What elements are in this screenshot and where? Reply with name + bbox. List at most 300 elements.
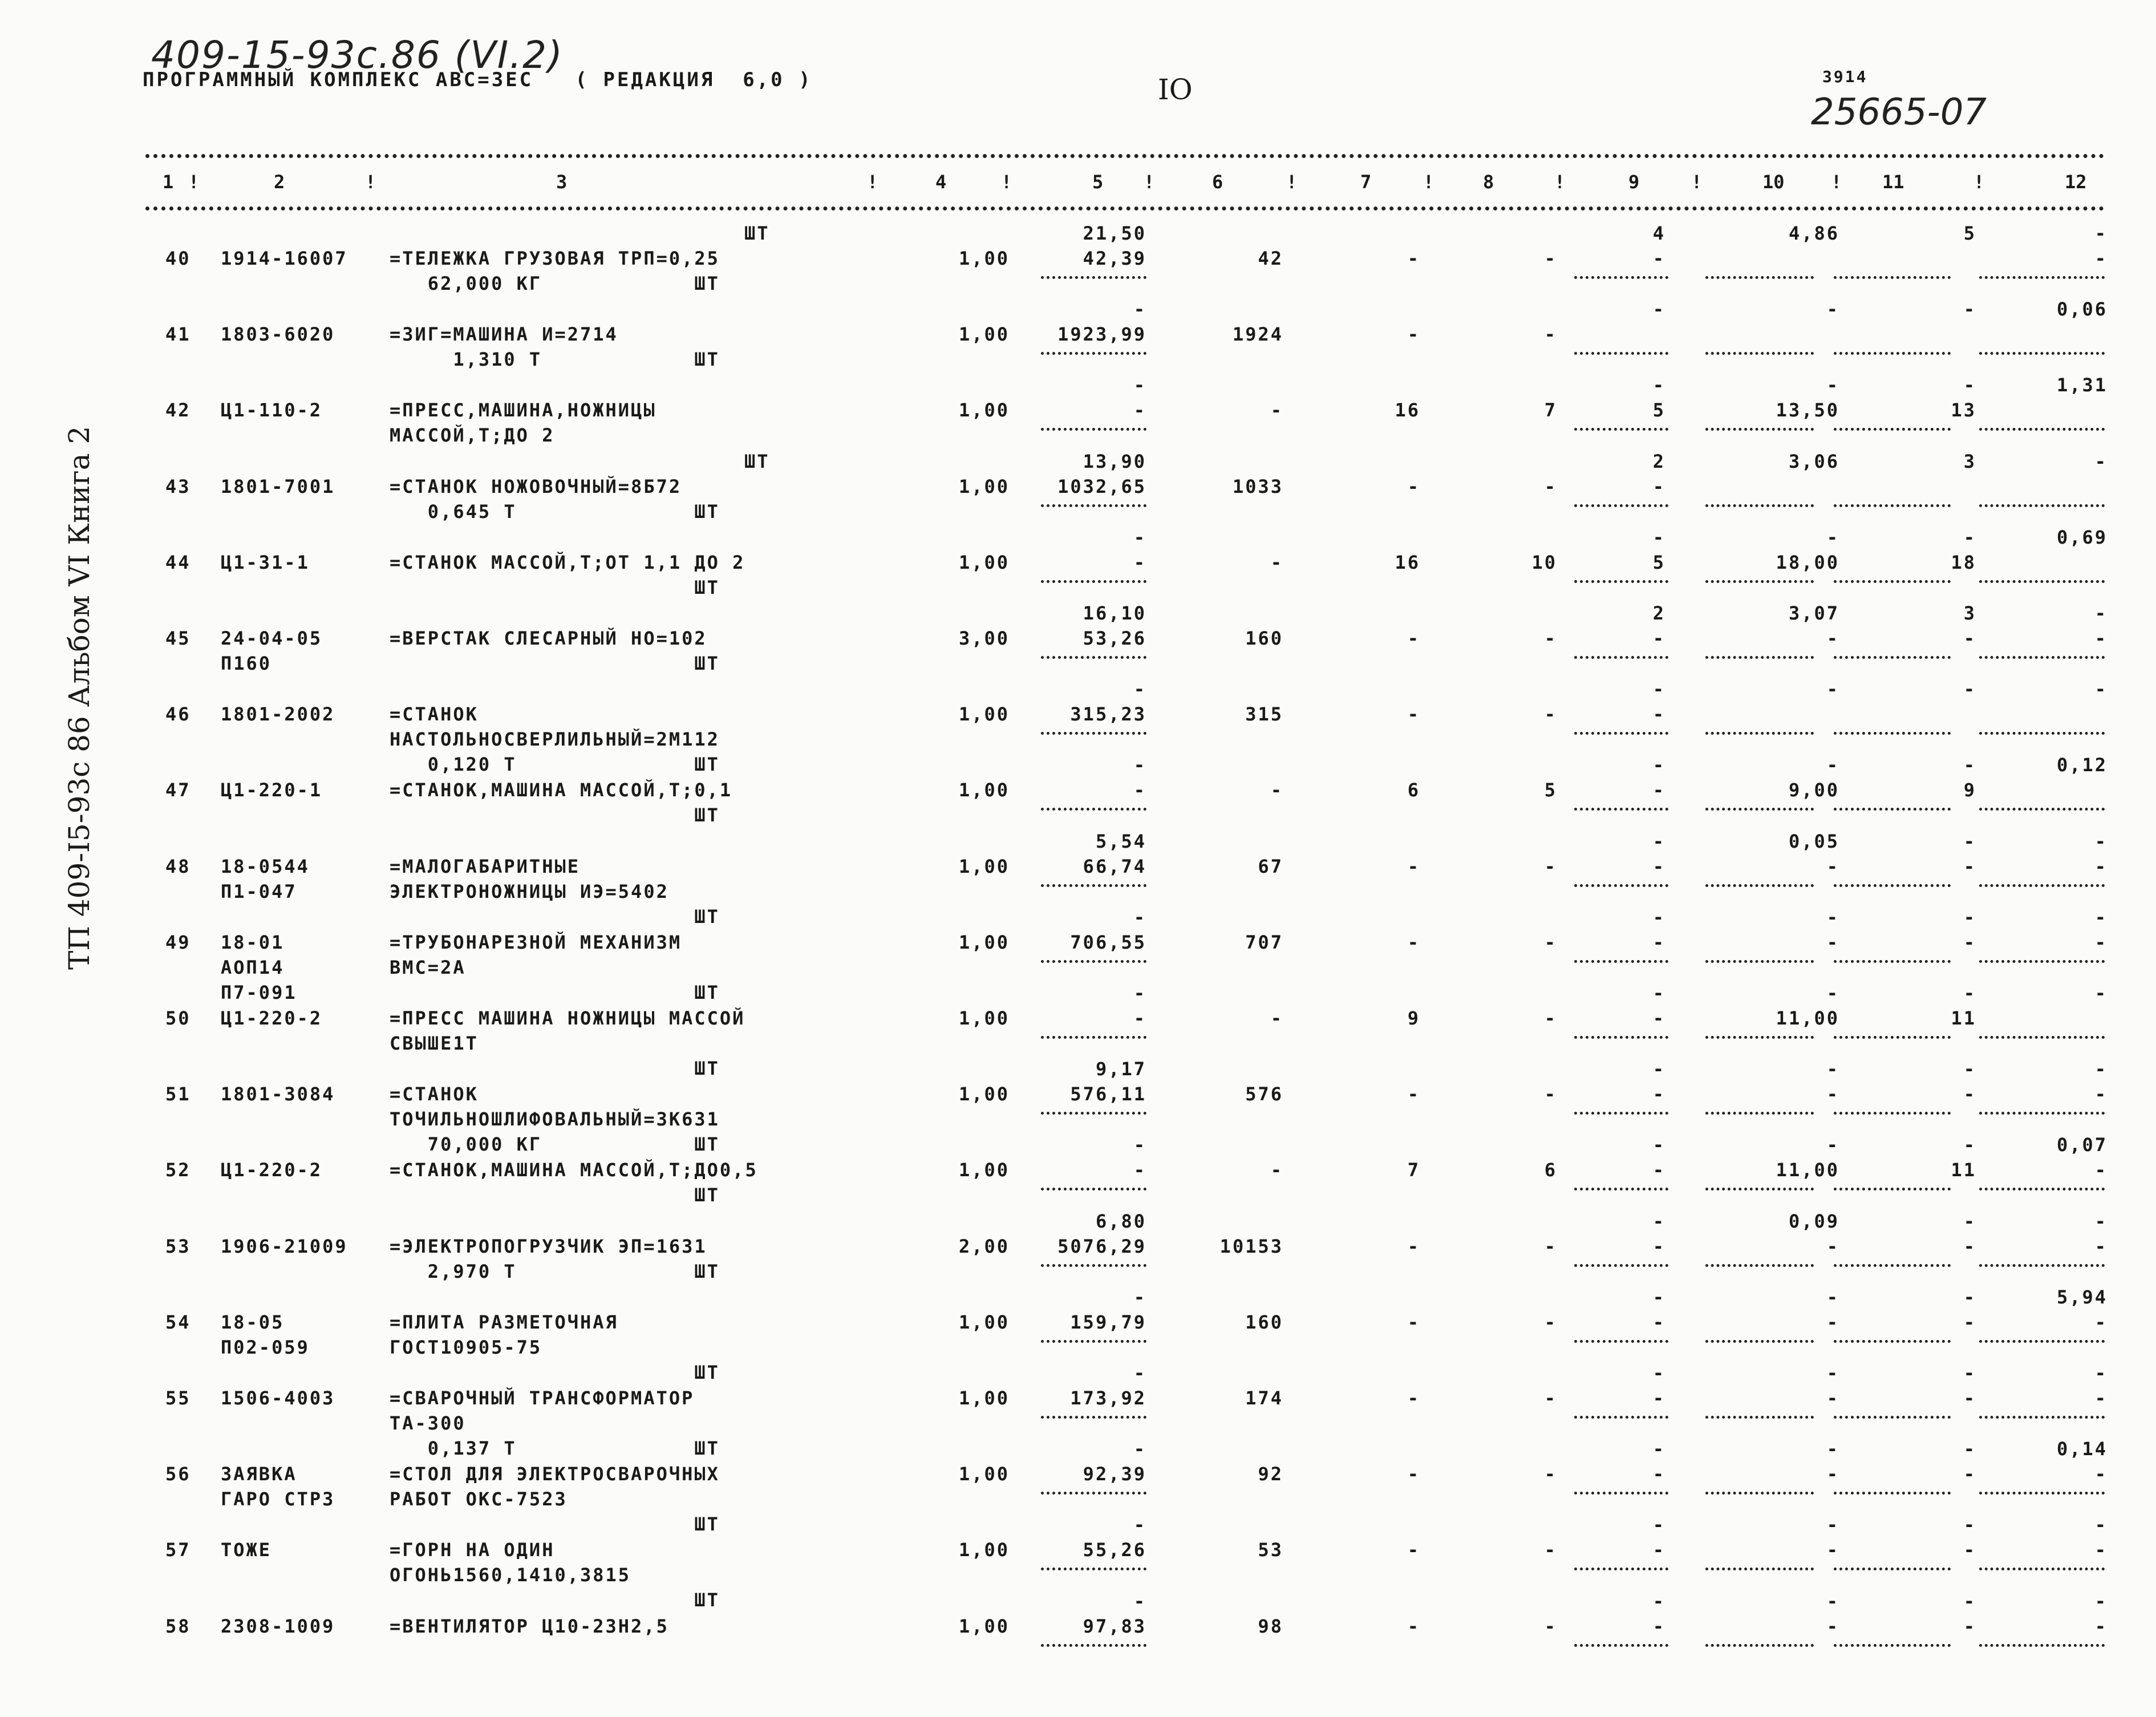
item-name: 1,310 Т ШТ xyxy=(390,349,720,371)
quantity: 1,00 xyxy=(958,1615,1010,1637)
value-separator xyxy=(1979,1568,2105,1570)
value-separator xyxy=(1574,732,1668,735)
value-separator xyxy=(1834,732,1951,735)
col9-top-value: - xyxy=(1652,1134,1665,1156)
col11-top-value: - xyxy=(1963,678,1976,700)
col10-value: - xyxy=(1826,1083,1839,1105)
value-separator xyxy=(1834,1264,1951,1267)
value-separator xyxy=(1834,1340,1951,1343)
row-number: 53 xyxy=(165,1235,191,1257)
col11-top-value: - xyxy=(1963,906,1976,928)
col10-top-value: - xyxy=(1826,678,1839,700)
row-number: 58 xyxy=(165,1615,191,1637)
table-row xyxy=(0,527,2156,602)
item-name: СВЫШЕ1Т xyxy=(390,1032,479,1054)
value-separator xyxy=(1574,276,1668,279)
cost-top-value: 5,54 xyxy=(1095,830,1146,852)
col8-value: 10 xyxy=(1531,551,1557,573)
col10-top-value: 3,07 xyxy=(1788,602,1839,624)
value-separator xyxy=(1834,1188,1951,1190)
handwritten-code: 409-15-93с.86 (VI.2) xyxy=(151,33,564,77)
col12-top-value: 0,69 xyxy=(2056,526,2108,548)
item-code: 18-0544 xyxy=(221,855,310,877)
table-row xyxy=(0,1210,2156,1286)
row-number: 54 xyxy=(165,1311,191,1333)
col12-value: - xyxy=(2094,1539,2108,1561)
col9-value: - xyxy=(1652,931,1665,953)
item-name: =ЗИГ=МАШИНА И=2714 xyxy=(390,323,618,346)
column-number: 6 xyxy=(1212,171,1223,193)
col12-top-value: - xyxy=(2094,602,2108,624)
side-annotation: ТП 409-I5-93с 86 Альбом VI Книга 2 xyxy=(63,426,96,970)
item-code: Ц1-110-2 xyxy=(221,399,323,422)
col7-value: - xyxy=(1407,1311,1420,1333)
cost-separator xyxy=(1041,1492,1146,1495)
col9-top-value: - xyxy=(1652,1514,1665,1536)
col11-top-value: - xyxy=(1963,1362,1976,1384)
column-number: 2 xyxy=(274,171,285,193)
col12-value: - xyxy=(2094,627,2108,649)
table-row xyxy=(0,298,2156,374)
value-separator xyxy=(1705,884,1814,887)
col12-top-value: 0,12 xyxy=(2056,754,2108,776)
quantity: 1,00 xyxy=(958,703,1010,726)
col11-top-value: - xyxy=(1963,1590,1976,1612)
unit-cost: 5076,29 xyxy=(1057,1235,1146,1257)
col10-value: 13,50 xyxy=(1776,399,1839,422)
cost-top-value: 16,10 xyxy=(1083,602,1146,624)
col12-value: - xyxy=(2094,1235,2108,1257)
total-cost: 174 xyxy=(1245,1387,1283,1409)
col10-value: - xyxy=(1826,1311,1839,1333)
unit-cost: 173,92 xyxy=(1070,1387,1146,1409)
item-code: Ц1-220-2 xyxy=(221,1159,323,1181)
col7-value: - xyxy=(1407,1615,1420,1637)
row-number: 46 xyxy=(165,703,191,726)
col7-value: - xyxy=(1407,475,1420,497)
total-cost: 10153 xyxy=(1219,1235,1283,1257)
value-separator xyxy=(1834,1644,1951,1647)
col8-value: - xyxy=(1544,323,1557,346)
col10-value: 18,00 xyxy=(1776,551,1839,573)
cost-separator xyxy=(1041,1036,1146,1039)
col12-value: - xyxy=(2094,855,2108,877)
item-name: 62,000 КГ ШТ xyxy=(390,273,720,294)
cost-top-value: 6,80 xyxy=(1095,1210,1146,1232)
col11-top-value: 3 xyxy=(1963,450,1976,472)
col11-top-value: - xyxy=(1963,1058,1976,1080)
col8-value: - xyxy=(1544,248,1557,269)
col7-value: - xyxy=(1407,1235,1420,1257)
cost-top-value: - xyxy=(1133,1590,1146,1612)
col10-value: - xyxy=(1826,1387,1839,1409)
item-name: =СВАРОЧНЫЙ ТРАНСФОРМАТОР xyxy=(390,1387,695,1409)
col9-value: - xyxy=(1652,248,1665,269)
col9-value: - xyxy=(1652,1463,1665,1485)
col9-value: - xyxy=(1652,475,1665,497)
row-number: 41 xyxy=(165,323,191,346)
col10-top-value: - xyxy=(1826,1590,1839,1612)
value-separator xyxy=(1574,1264,1668,1267)
value-separator xyxy=(1705,1644,1814,1647)
cost-separator xyxy=(1041,884,1146,887)
value-separator xyxy=(1574,1036,1668,1039)
cost-separator xyxy=(1041,1568,1146,1570)
cost-top-value: - xyxy=(1133,1286,1146,1308)
column-separator: ! xyxy=(1973,171,1985,193)
cost-top-value: 21,50 xyxy=(1083,222,1146,244)
col10-top-value: - xyxy=(1826,906,1839,928)
value-separator xyxy=(1834,352,1951,355)
col11-top-value: - xyxy=(1963,982,1976,1004)
col8-value: - xyxy=(1544,1235,1557,1257)
col10-value: - xyxy=(1826,1615,1839,1637)
quantity: 1,00 xyxy=(958,1463,1010,1485)
value-separator xyxy=(1979,656,2105,659)
col11-top-value: - xyxy=(1963,526,1976,548)
value-separator xyxy=(1705,1036,1814,1039)
cost-separator xyxy=(1041,580,1146,583)
row-number: 50 xyxy=(165,1007,191,1029)
col8-value: - xyxy=(1544,931,1557,953)
value-separator xyxy=(1705,1340,1814,1343)
cost-separator xyxy=(1041,960,1146,963)
col8-value: - xyxy=(1544,1615,1557,1637)
item-name: ШТ xyxy=(390,981,720,1003)
col9-value: - xyxy=(1652,1539,1665,1561)
col12-value: - xyxy=(2094,1083,2108,1105)
col8-value: - xyxy=(1544,1007,1557,1029)
col12-value: - xyxy=(2094,1159,2108,1181)
col10-value: - xyxy=(1826,1235,1839,1257)
table-row xyxy=(0,678,2156,776)
value-separator xyxy=(1979,1264,2105,1267)
total-cost: - xyxy=(1270,1159,1283,1181)
col7-value: - xyxy=(1407,1083,1420,1105)
col10-top-value: - xyxy=(1826,1134,1839,1156)
value-separator xyxy=(1705,352,1814,355)
item-code: 1906-21009 xyxy=(221,1235,348,1257)
row-number: 42 xyxy=(165,399,191,422)
col10-top-value: - xyxy=(1826,1286,1839,1308)
value-separator xyxy=(1834,1112,1951,1115)
value-separator xyxy=(1574,808,1668,811)
value-separator xyxy=(1979,1036,2105,1039)
col9-top-value: - xyxy=(1652,1590,1665,1612)
value-separator xyxy=(1834,808,1951,811)
col12-value: - xyxy=(2094,1615,2108,1637)
quantity: 1,00 xyxy=(958,1539,1010,1561)
total-cost: 576 xyxy=(1245,1083,1283,1105)
col8-value: - xyxy=(1544,627,1557,649)
col9-top-value: - xyxy=(1652,906,1665,928)
col9-top-value: 2 xyxy=(1652,602,1665,624)
cost-top-value: - xyxy=(1133,1134,1146,1156)
quantity: 1,00 xyxy=(958,855,1010,877)
unit-cost: - xyxy=(1133,399,1146,422)
item-code: 1506-4003 xyxy=(221,1387,335,1409)
col10-top-value: - xyxy=(1826,1438,1839,1460)
cost-separator xyxy=(1041,352,1146,355)
col8-value: 6 xyxy=(1544,1159,1557,1181)
column-number: 4 xyxy=(935,171,947,193)
cost-separator xyxy=(1041,276,1146,279)
col12-top-value: - xyxy=(2094,982,2108,1004)
col11-value: - xyxy=(1963,1539,1976,1561)
quantity: 1,00 xyxy=(958,931,1010,953)
quantity: 1,00 xyxy=(958,1387,1010,1409)
col10-top-value: 3,06 xyxy=(1788,450,1839,472)
col12-top-value: - xyxy=(2094,1210,2108,1232)
col11-value: - xyxy=(1963,931,1976,953)
total-cost: - xyxy=(1270,551,1283,573)
col12-top-value: - xyxy=(2094,906,2108,928)
unit-cost: - xyxy=(1133,779,1146,801)
col10-top-value: - xyxy=(1826,374,1839,396)
value-separator xyxy=(1979,580,2105,583)
item-name: =МАЛОГАБАРИТНЫЕ xyxy=(390,855,580,877)
col8-value: - xyxy=(1544,1083,1557,1105)
col11-top-value: - xyxy=(1963,830,1976,852)
value-separator xyxy=(1574,1644,1668,1647)
cost-top-value: 9,17 xyxy=(1095,1058,1146,1080)
col12-top-value: - xyxy=(2094,1058,2108,1080)
item-name: =ВЕНТИЛЯТОР Ц10-23Н2,5 xyxy=(390,1615,669,1637)
cost-top-value: - xyxy=(1133,526,1146,548)
col9-top-value: - xyxy=(1652,1286,1665,1308)
table-row xyxy=(0,1438,2156,1536)
value-separator xyxy=(1574,428,1668,431)
cost-separator xyxy=(1041,1188,1146,1190)
row-number: 51 xyxy=(165,1083,191,1105)
col9-top-value: 2 xyxy=(1652,450,1665,472)
item-name: =СТОЛ ДЛЯ ЭЛЕКТРОСВАРОЧНЫХ xyxy=(390,1463,720,1485)
col7-value: 7 xyxy=(1407,1159,1420,1181)
item-name: ОГОНЬ1560,1410,3815 xyxy=(390,1564,631,1586)
value-separator xyxy=(1705,656,1814,659)
item-name: ШТ xyxy=(390,905,720,928)
cost-top-value: - xyxy=(1133,754,1146,776)
col10-top-value: - xyxy=(1826,1058,1839,1080)
unit-cost: 66,74 xyxy=(1083,855,1146,877)
handwritten-doc-number: 25665-07 xyxy=(1811,91,1987,133)
item-name: ГОСТ10905-75 xyxy=(390,1336,542,1358)
col10-value: - xyxy=(1826,931,1839,953)
col7-value: 16 xyxy=(1395,399,1420,422)
unit-cost: 315,23 xyxy=(1070,703,1146,726)
item-code: П02-059 xyxy=(221,1336,310,1358)
col11-value: 9 xyxy=(1963,779,1976,801)
col11-value: - xyxy=(1963,1083,1976,1105)
table-row xyxy=(0,222,2156,298)
value-separator xyxy=(1705,808,1814,811)
col12-top-value: 0,14 xyxy=(2056,1438,2108,1460)
col9-value: 5 xyxy=(1652,551,1665,573)
col7-value: - xyxy=(1407,703,1420,726)
unit-label: ШТ xyxy=(744,222,770,244)
column-number: 10 xyxy=(1762,171,1785,193)
col10-value: 11,00 xyxy=(1776,1007,1839,1029)
cost-top-value: - xyxy=(1133,906,1146,928)
row-number: 56 xyxy=(165,1463,191,1485)
value-separator xyxy=(1979,960,2105,963)
col12-top-value: - xyxy=(2094,1514,2108,1536)
value-separator xyxy=(1574,656,1668,659)
cost-top-value: - xyxy=(1133,298,1146,321)
col10-top-value: 4,86 xyxy=(1788,222,1839,244)
col7-value: - xyxy=(1407,931,1420,953)
total-cost: - xyxy=(1270,779,1283,801)
table-row xyxy=(0,374,2156,450)
col11-top-value: - xyxy=(1963,1134,1976,1156)
total-cost: - xyxy=(1270,1007,1283,1029)
col11-top-value: - xyxy=(1963,1286,1976,1308)
item-name: =ГОРН НА ОДИН xyxy=(390,1539,555,1561)
value-separator xyxy=(1979,276,2105,279)
column-separator: ! xyxy=(365,171,376,193)
col7-value: - xyxy=(1407,248,1420,269)
row-number: 57 xyxy=(165,1539,191,1561)
col11-value: - xyxy=(1963,1463,1976,1485)
item-name: =ПРЕСС,МАШИНА,НОЖНИЦЫ xyxy=(390,399,656,422)
col8-value: - xyxy=(1544,855,1557,877)
col8-value: - xyxy=(1544,1539,1557,1561)
table-row xyxy=(0,1286,2156,1383)
column-separator: ! xyxy=(1286,171,1298,193)
value-separator xyxy=(1834,276,1951,279)
row-number: 52 xyxy=(165,1159,191,1181)
quantity: 1,00 xyxy=(958,779,1010,801)
column-number: 12 xyxy=(2065,171,2087,193)
value-separator xyxy=(1834,884,1951,887)
unit-cost: 55,26 xyxy=(1083,1539,1146,1561)
col12-top-value: - xyxy=(2094,1590,2108,1612)
quantity: 1,00 xyxy=(958,551,1010,573)
col11-top-value: 3 xyxy=(1963,602,1976,624)
item-name: =СТАНОК xyxy=(390,1083,479,1105)
col12-top-value: - xyxy=(2094,222,2108,244)
cost-top-value: - xyxy=(1133,982,1146,1004)
column-number: 11 xyxy=(1882,171,1904,193)
item-name: МАССОЙ,Т;ДО 2 xyxy=(390,424,555,447)
col11-top-value: - xyxy=(1963,754,1976,776)
quantity: 1,00 xyxy=(958,1083,1010,1105)
row-number: 45 xyxy=(165,627,191,649)
item-name: РАБОТ ОКС-7523 xyxy=(390,1488,568,1511)
unit-cost: 92,39 xyxy=(1083,1463,1146,1485)
table-row xyxy=(0,1590,2156,1666)
value-separator xyxy=(1979,808,2105,811)
row-number: 48 xyxy=(165,855,191,877)
value-separator xyxy=(1979,1340,2105,1343)
item-name: ВМС=2А xyxy=(390,956,466,978)
total-cost: - xyxy=(1270,399,1283,422)
col10-top-value: 0,09 xyxy=(1788,1210,1839,1232)
table-row xyxy=(0,1134,2156,1210)
header-right-small: 3914 xyxy=(1822,67,1868,86)
value-separator xyxy=(1979,1188,2105,1190)
col11-value: - xyxy=(1963,627,1976,649)
unit-cost: - xyxy=(1133,1159,1146,1181)
item-name: ШТ xyxy=(390,1361,720,1383)
table-row xyxy=(0,1514,2156,1611)
col11-top-value: - xyxy=(1963,1438,1976,1460)
item-name: =ТЕЛЕЖКА ГРУЗОВАЯ ТРП=0,25 xyxy=(390,248,720,269)
col8-value: - xyxy=(1544,1311,1557,1333)
col11-value: - xyxy=(1963,1615,1976,1637)
col9-top-value: - xyxy=(1652,1438,1665,1460)
cost-top-value: - xyxy=(1133,374,1146,396)
item-code: ЗАЯВКА xyxy=(221,1463,297,1485)
column-separator: ! xyxy=(1001,171,1012,193)
col9-value: - xyxy=(1652,1083,1665,1105)
col9-top-value: - xyxy=(1652,1362,1665,1384)
item-name: 0,137 Т ШТ xyxy=(390,1437,720,1459)
item-name: ШТ xyxy=(390,1058,720,1079)
col9-top-value: 4 xyxy=(1652,222,1665,244)
col11-value: 13 xyxy=(1951,399,1976,422)
unit-cost: 1032,65 xyxy=(1057,475,1146,497)
value-separator xyxy=(1834,1568,1951,1570)
col9-value: - xyxy=(1652,1387,1665,1409)
quantity: 3,00 xyxy=(958,627,1010,649)
value-separator xyxy=(1834,1416,1951,1419)
value-separator xyxy=(1705,732,1814,735)
value-separator xyxy=(1705,580,1814,583)
column-number: 5 xyxy=(1092,171,1104,193)
total-cost: 160 xyxy=(1245,627,1283,649)
quantity: 2,00 xyxy=(958,1235,1010,1257)
item-name: 0,120 Т ШТ xyxy=(390,754,720,776)
col12-value: - xyxy=(2094,1387,2108,1409)
value-separator xyxy=(1979,1416,2105,1419)
row-number: 43 xyxy=(165,475,191,497)
value-separator xyxy=(1574,1492,1668,1495)
value-separator xyxy=(1979,352,2105,355)
value-separator xyxy=(1574,1568,1668,1570)
column-number: 3 xyxy=(556,171,568,193)
cost-separator xyxy=(1041,428,1146,431)
col9-value: - xyxy=(1652,1615,1665,1637)
cost-separator xyxy=(1041,656,1146,659)
value-separator xyxy=(1574,352,1668,355)
item-code: Ц1-220-2 xyxy=(221,1007,323,1029)
item-code: П7-091 xyxy=(221,981,297,1003)
col10-top-value: - xyxy=(1826,1514,1839,1536)
quantity: 1,00 xyxy=(958,1007,1010,1029)
value-separator xyxy=(1574,1340,1668,1343)
col9-top-value: - xyxy=(1652,374,1665,396)
value-separator xyxy=(1834,504,1951,507)
value-separator xyxy=(1574,1112,1668,1115)
value-separator xyxy=(1705,960,1814,963)
col9-top-value: - xyxy=(1652,1210,1665,1232)
item-name: ЭЛЕКТРОНОЖНИЦЫ ИЭ=5402 xyxy=(390,880,669,902)
col10-top-value: - xyxy=(1826,298,1839,321)
unit-cost: - xyxy=(1133,551,1146,573)
quantity: 1,00 xyxy=(958,1159,1010,1181)
total-cost: 98 xyxy=(1258,1615,1283,1637)
page-number: IO xyxy=(1158,73,1193,106)
col12-top-value: 0,07 xyxy=(2056,1134,2108,1156)
value-separator xyxy=(1574,504,1668,507)
item-name: 2,970 Т ШТ xyxy=(390,1260,720,1282)
value-separator xyxy=(1979,428,2105,431)
col11-top-value: 5 xyxy=(1963,222,1976,244)
col9-value: 5 xyxy=(1652,399,1665,422)
cost-separator xyxy=(1041,1416,1146,1419)
cost-separator xyxy=(1041,1264,1146,1267)
